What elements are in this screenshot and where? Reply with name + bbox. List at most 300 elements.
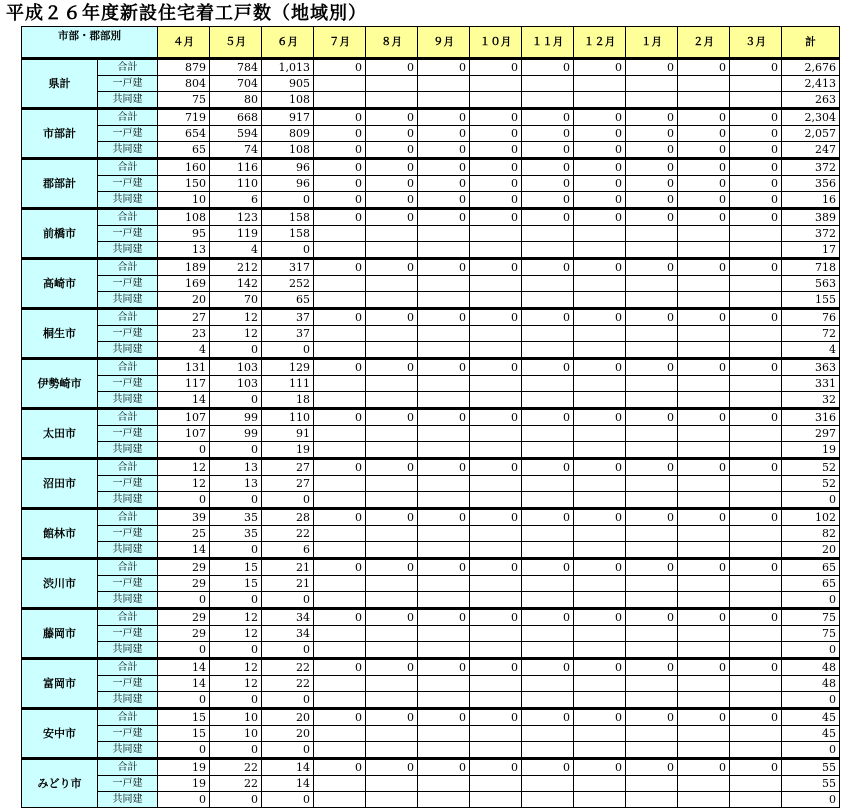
month-value: 23 [158,326,210,342]
row-total: 55 [782,759,840,776]
row-total: 247 [782,142,840,159]
month-value [730,226,782,242]
month-value [366,226,418,242]
month-value: 0 [366,609,418,626]
row-kind: 一戸建 [98,176,158,192]
month-value: 0 [678,709,730,726]
month-value: 0 [626,59,678,76]
month-value [418,276,470,292]
month-value: 27 [158,309,210,326]
month-value: 0 [470,609,522,626]
row-total: 102 [782,509,840,526]
row-total: 48 [782,659,840,676]
month-value: 0 [418,126,470,142]
month-value: 0 [418,192,470,209]
month-value [418,442,470,459]
row-kind: 合計 [98,409,158,426]
month-value [314,476,366,492]
month-value: 95 [158,226,210,242]
month-value [574,326,626,342]
month-value [626,626,678,642]
region-name: 安中市 [22,709,98,759]
table-row [22,476,840,492]
row-kind: 合計 [98,209,158,226]
month-value [418,76,470,92]
month-value: 0 [314,409,366,426]
month-value: 0 [470,176,522,192]
month-value: 0 [574,409,626,426]
month-value: 879 [158,59,210,76]
month-header: ２月 [678,27,730,59]
month-value [366,242,418,259]
month-value [470,426,522,442]
month-value: 4 [158,342,210,359]
month-value: 0 [626,192,678,209]
region-name: 太田市 [22,409,98,459]
month-value: 35 [210,526,262,542]
month-value: 0 [678,609,730,626]
month-value: 18 [262,392,314,409]
month-value [678,92,730,109]
month-value [314,242,366,259]
month-header: ８月 [366,27,418,59]
month-value: 0 [574,126,626,142]
table-row [22,159,840,176]
table-row [22,542,840,559]
month-value [678,626,730,642]
row-kind: 合計 [98,459,158,476]
month-value [730,242,782,259]
month-value: 0 [470,659,522,676]
table-row [22,426,840,442]
row-kind: 一戸建 [98,526,158,542]
month-value [314,226,366,242]
month-value: 0 [366,309,418,326]
month-header: ７月 [314,27,366,59]
month-value: 0 [418,759,470,776]
month-value: 0 [314,359,366,376]
month-value: 0 [210,392,262,409]
month-value: 0 [522,659,574,676]
month-value: 0 [522,509,574,526]
table-row [22,792,840,808]
row-total: 389 [782,209,840,226]
month-value: 169 [158,276,210,292]
month-value: 0 [574,609,626,626]
row-total: 45 [782,709,840,726]
month-value: 0 [366,459,418,476]
month-value [470,642,522,659]
month-value [470,292,522,309]
month-value: 111 [262,376,314,392]
month-value [366,792,418,808]
month-value [366,526,418,542]
month-value: 74 [210,142,262,159]
month-value [470,676,522,692]
month-header: １１月 [522,27,574,59]
row-total: 155 [782,292,840,309]
month-value: 0 [470,359,522,376]
month-value: 668 [210,109,262,126]
month-value: 0 [418,659,470,676]
month-value [574,642,626,659]
month-value: 0 [158,592,210,609]
row-kind: 一戸建 [98,326,158,342]
table-row [22,576,840,592]
month-value: 0 [678,759,730,776]
month-value [522,642,574,659]
month-value [366,292,418,309]
month-value [678,576,730,592]
month-value [522,242,574,259]
month-value: 99 [210,426,262,442]
month-value: 0 [678,159,730,176]
month-value: 108 [262,92,314,109]
row-total: 72 [782,326,840,342]
table-row [22,76,840,92]
month-value: 0 [366,509,418,526]
row-total: 65 [782,576,840,592]
month-value [366,626,418,642]
table-row [22,459,840,476]
month-value: 34 [262,609,314,626]
month-value [574,792,626,808]
month-value [522,692,574,709]
row-total: 4 [782,342,840,359]
month-value: 15 [158,709,210,726]
row-kind: 一戸建 [98,226,158,242]
month-value [522,626,574,642]
month-value: 0 [470,59,522,76]
month-value [730,276,782,292]
month-value [574,392,626,409]
month-value [314,342,366,359]
region-name: 県計 [22,59,98,109]
month-value: 0 [626,459,678,476]
month-value [730,442,782,459]
row-total: 316 [782,409,840,426]
month-value: 704 [210,76,262,92]
month-value [418,342,470,359]
month-value [522,426,574,442]
month-value [470,726,522,742]
month-value [366,676,418,692]
month-value [470,76,522,92]
month-value [574,476,626,492]
month-value: 0 [522,559,574,576]
row-kind: 一戸建 [98,726,158,742]
month-value: 0 [314,126,366,142]
month-value: 0 [418,142,470,159]
month-value: 96 [262,176,314,192]
row-total: 16 [782,192,840,209]
table-row [22,659,840,676]
month-value: 0 [366,709,418,726]
month-value [730,726,782,742]
row-kind: 共同建 [98,392,158,409]
month-value [522,226,574,242]
region-header: 市部・郡部別 [22,27,158,59]
table-row [22,592,840,609]
row-kind: 共同建 [98,542,158,559]
month-value: 0 [730,509,782,526]
row-total: 52 [782,459,840,476]
month-value: 0 [626,109,678,126]
month-value [678,326,730,342]
month-value [522,776,574,792]
month-value [574,776,626,792]
region-name: 藤岡市 [22,609,98,659]
month-value [418,426,470,442]
month-value: 108 [158,209,210,226]
table-row [22,109,840,126]
month-value: 0 [262,692,314,709]
month-header: ４月 [158,27,210,59]
month-value [626,376,678,392]
row-total: 563 [782,276,840,292]
month-value: 20 [262,726,314,742]
month-value: 0 [262,642,314,659]
row-total: 0 [782,642,840,659]
month-value: 25 [158,526,210,542]
month-value [470,492,522,509]
row-total: 76 [782,309,840,326]
month-header: ５月 [210,27,262,59]
month-value: 0 [470,259,522,276]
month-value: 110 [262,409,314,426]
table-row [22,709,840,726]
table-row [22,176,840,192]
month-value: 14 [158,542,210,559]
table-row [22,559,840,576]
region-name: みどり市 [22,759,98,808]
table-row [22,692,840,709]
month-value: 150 [158,176,210,192]
month-value [574,276,626,292]
month-value: 0 [262,492,314,509]
month-value [574,626,626,642]
row-kind: 合計 [98,309,158,326]
row-kind: 共同建 [98,592,158,609]
month-value: 110 [210,176,262,192]
month-value: 0 [678,192,730,209]
month-value [574,592,626,609]
month-value [522,92,574,109]
row-total: 65 [782,559,840,576]
row-total: 718 [782,259,840,276]
month-value [418,392,470,409]
month-value [522,742,574,759]
month-value [470,592,522,609]
row-kind: 共同建 [98,492,158,509]
month-value: 107 [158,426,210,442]
month-value [470,776,522,792]
month-value: 0 [574,159,626,176]
row-kind: 一戸建 [98,376,158,392]
month-value: 0 [366,659,418,676]
month-value [366,592,418,609]
month-value [522,576,574,592]
month-value: 19 [262,442,314,459]
month-value: 917 [262,109,314,126]
row-kind: 一戸建 [98,676,158,692]
table-row [22,92,840,109]
month-value [522,542,574,559]
month-value: 91 [262,426,314,442]
region-name: 郡部計 [22,159,98,209]
month-value [366,692,418,709]
row-total: 0 [782,592,840,609]
row-kind: 合計 [98,759,158,776]
month-value: 0 [314,609,366,626]
month-value: 0 [574,109,626,126]
row-kind: 合計 [98,659,158,676]
month-value: 116 [210,159,262,176]
row-kind: 共同建 [98,642,158,659]
table-row [22,759,840,776]
row-total: 2,057 [782,126,840,142]
month-value: 14 [158,659,210,676]
month-value [470,476,522,492]
month-value [366,576,418,592]
month-value [418,776,470,792]
month-value: 35 [210,509,262,526]
table-row [22,626,840,642]
table-row [22,609,840,626]
table-row [22,259,840,276]
month-value: 0 [574,176,626,192]
month-value [522,392,574,409]
month-value [366,726,418,742]
month-value [678,642,730,659]
month-value: 0 [470,309,522,326]
month-value: 0 [366,192,418,209]
month-value: 0 [314,659,366,676]
month-value [574,426,626,442]
month-value: 0 [470,459,522,476]
month-value [678,442,730,459]
table-row [22,192,840,209]
row-total: 2,304 [782,109,840,126]
month-value [314,626,366,642]
row-total: 297 [782,426,840,442]
month-value: 12 [210,676,262,692]
month-value: 0 [418,559,470,576]
month-value: 107 [158,409,210,426]
month-value [626,392,678,409]
month-value [418,542,470,559]
month-value: 14 [262,776,314,792]
month-value [522,526,574,542]
month-value: 0 [626,159,678,176]
month-value [678,692,730,709]
month-value: 0 [418,209,470,226]
month-value: 0 [158,492,210,509]
month-value: 129 [262,359,314,376]
month-value: 158 [262,226,314,242]
month-value [626,426,678,442]
month-value: 12 [158,459,210,476]
month-value [418,492,470,509]
month-value [626,726,678,742]
month-value [678,742,730,759]
month-value [730,676,782,692]
month-value: 0 [522,409,574,426]
month-value [314,492,366,509]
month-value: 0 [366,409,418,426]
month-value [418,526,470,542]
month-value: 19 [158,776,210,792]
month-value: 0 [418,176,470,192]
month-value [730,326,782,342]
row-kind: 一戸建 [98,426,158,442]
month-value: 0 [574,359,626,376]
month-value: 0 [730,142,782,159]
month-value [574,442,626,459]
month-value: 0 [574,559,626,576]
table-row [22,276,840,292]
month-value: 0 [678,659,730,676]
month-value [626,492,678,509]
month-value: 0 [418,709,470,726]
table-row [22,676,840,692]
month-value: 189 [158,259,210,276]
month-value: 0 [418,409,470,426]
month-value [730,576,782,592]
row-total: 55 [782,776,840,792]
row-kind: 一戸建 [98,76,158,92]
month-value: 99 [210,409,262,426]
month-value [730,376,782,392]
table-row [22,326,840,342]
month-value [470,526,522,542]
table-row [22,642,840,659]
month-value: 0 [470,159,522,176]
month-value: 0 [418,609,470,626]
month-value [366,492,418,509]
month-value: 20 [158,292,210,309]
month-value: 0 [366,259,418,276]
table-row [22,509,840,526]
month-value [574,76,626,92]
month-value: 0 [678,209,730,226]
month-value: 0 [730,126,782,142]
month-value [522,492,574,509]
month-value [522,376,574,392]
month-value [574,226,626,242]
month-header: １２月 [574,27,626,59]
month-value: 14 [262,759,314,776]
month-value [730,492,782,509]
month-value: 0 [626,126,678,142]
month-value [366,276,418,292]
month-value: 0 [574,192,626,209]
month-value: 0 [314,709,366,726]
month-value: 0 [678,359,730,376]
month-value [418,376,470,392]
month-value [314,292,366,309]
month-value [314,726,366,742]
row-total: 263 [782,92,840,109]
month-value: 21 [262,559,314,576]
month-value: 0 [730,409,782,426]
row-total: 75 [782,609,840,626]
row-kind: 合計 [98,159,158,176]
month-value: 39 [158,509,210,526]
table-row [22,309,840,326]
month-value [574,242,626,259]
month-value [522,442,574,459]
